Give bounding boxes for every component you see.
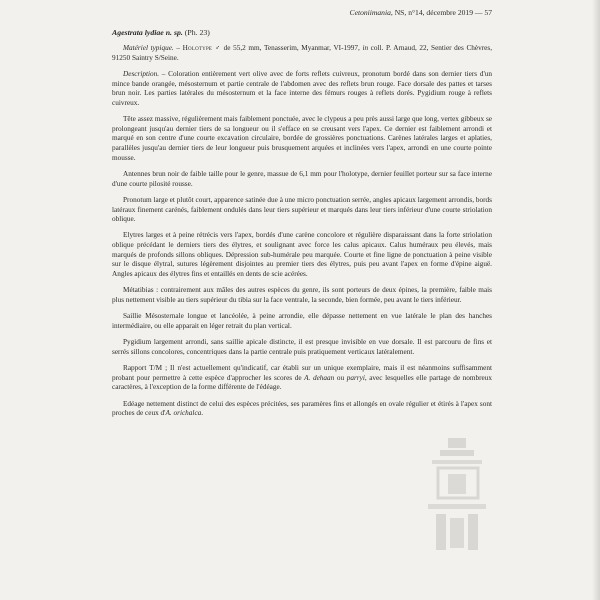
ratio-species-parryi: parryi [346,373,365,382]
page-number: 57 [484,8,492,17]
show-through-stamp-graphic [418,436,496,556]
aedeagus-species-orichalca: A. orichalca [165,409,202,418]
description-text: – Coloration entièrement vert olive avec de forts reflets cuivreux, pronotum bordé dans son dernier tiers d'un mince bande orangée, mésosternum et partie centrale de l'abdomen avec des reflets brun rouge. Face dorsale des pattes et tarses brun noir. Les parties latérales du mésosternum et la face interne des fémurs rouges à reflets dorés. Pygidium rouge à reflets cuivreux. [112,69,492,107]
plate-reference: (Ph. 23) [182,28,210,37]
material-in: in [362,44,369,52]
ratio-text-2: , avec lesquelles elle partage de nombreux caractères, à l'exception de la forme différente de l'édéage. [112,373,493,392]
paragraph-metatibias: Métatibias : contrairement aux mâles des autres espèces du genre, ils sont porteurs de deux épines, la première, faible mais plus nettement visible au tiers supérieur du tibia sur la face ventrale, la seconde, bien formée, peu avant le tiers inférieur. [112,286,492,304]
paragraph-material [112,44,492,63]
material-text-2: coll. P. Arnaud, 22, Sentier des Chèvres, 91250 Saintry S/Seine. [112,44,493,62]
aedeagus-text: Edéage nettement distinct de celui des espèces précitées, ses paramères fins et allongés en ovale régulier et étirés à l'apex sont proches de ceux d' [112,399,492,418]
material-dash: – [173,44,183,52]
description-label: Description. [123,69,160,78]
paragraph-description [112,70,492,108]
paragraph-aedeagus [112,400,492,419]
ratio-species-dehaan: A. dehaan [304,373,335,382]
paragraph-ratio [112,364,492,393]
paragraph-pygidium: Pygidium largement arrondi, sans saillie apicale distincte, il est presque invisible en vue dorsale. Il est parcouru de fins et serrés sillons concolores, concentriques dans la partie centrale puis pratiquement verticaux latéralement. [112,338,492,356]
paragraph-head: Tête assez massive, régulièrement mais faiblement ponctuée, avec le clypeus a peu près aussi large que long, vertex gibbeux se prolongeant jusqu'au dernier tiers de sa longueur ou il s'efface en se creusant vers l'apex. Ce dernier est faiblement arrondi et marqué en son centre d'une courte excavation circulaire, bordée de grossières ponctuations. Carènes latérales larges et aplaties, parallèles jusqu'au dernier tiers de leur longueur puis brusquement arquées et inclinées vers l'apex, arrondi en une courte pointe mousse. [112,115,492,162]
species-name: Agestrata lydiae n. sp. [112,28,183,37]
material-label: Matériel typique. [123,44,174,52]
species-heading [112,28,492,38]
article-body [112,8,492,426]
material-text: ♂ de 55,2 mm, Tenasserim, Myanmar, VI-1997, [212,44,363,52]
ratio-text-1: Rapport T/M ; Il n'est actuellement qu'indicatif, car établi sur un unique exemplaire, mais il est néanmoins suffisamment probant pour permettre à cette espèce d'approcher les scores de [112,364,492,382]
paragraph-pronotum: Pronotum large et plutôt court, apparence satinée due à une micro ponctuation serrée, angles apicaux largement arrondis, bords latéraux finement carénés, faiblement ondulés dans leur tiers supérieur et marqués dans leur tiers inférieur d'une courte striolation oblique. [112,195,492,224]
ratio-or: ou [334,373,347,382]
journal-title: Cetoniimania [349,8,391,17]
aedeagus-end: . [201,409,204,418]
running-head [112,8,492,18]
running-head-issue: , NS, n°14, décembre 2019 — [390,8,485,17]
paragraph-elytra: Elytres larges et à peine rétrécis vers l'apex, bordés d'une carène concolore et régulière disparaissant dans la forte striolation oblique précédant le derniers tiers des élytres, et soulignant avec force les calus apicaux. Calus huméraux peu élevés, mais marqués de profonds sillons obliques. Dépression sub-humérale peu marquée. Courte et fine ligne de ponctuation à peine visible sur le disque élytral, sutures légèrement disjointes au premier tiers des élytres, puis peu avant l'apex en forme d'épine aiguë. Angles apicaux des élytres fins et entaillés en dents de scie acérées. [112,231,492,278]
page-edge-shadow [592,0,600,600]
paragraph-antennae: Antennes brun noir de faible taille pour le genre, massue de 6,1 mm pour l'holotype, dernier feuillet porteur sur sa face interne d'une courte pilosité rousse. [112,169,492,188]
paragraph-mesosternal-process: Saillie Mésosternale longue et lancéolée, à peine arrondie, elle dépasse nettement en vue latérale le plan des hanches intermédiaire, ou elle apparait en léger retrait du plan vertical. [112,312,492,330]
holotype-label: Holotype [182,44,213,52]
